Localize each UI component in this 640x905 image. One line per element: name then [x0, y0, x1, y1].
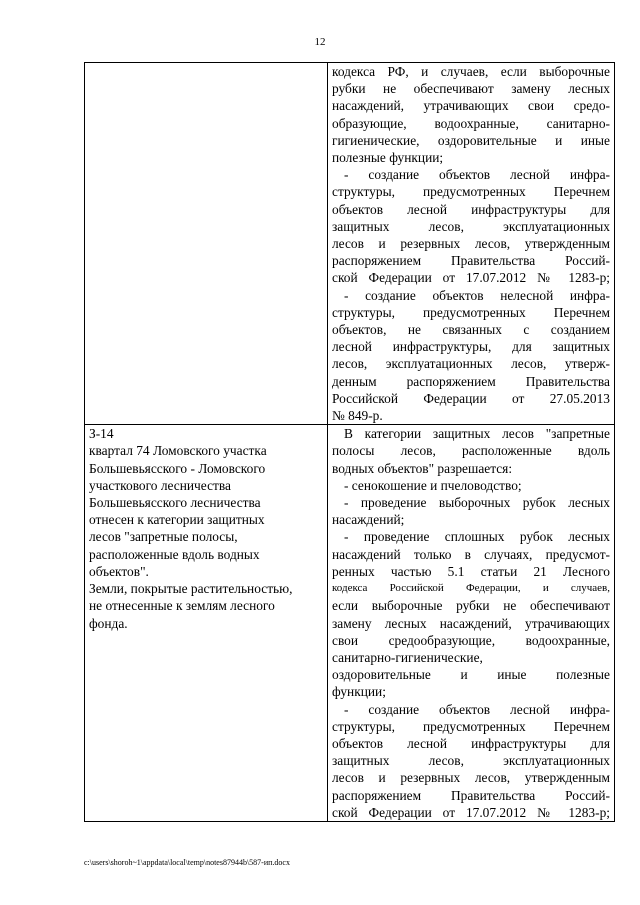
text-line: лесов, эксплуатационных лесов, утверж-: [332, 356, 610, 372]
text-line: Земли, покрытые растительностью,: [89, 581, 293, 597]
text-line: защитных лесов, эксплуатационных: [332, 753, 610, 769]
text-line: замену лесных насаждений, утрачивающих: [332, 615, 610, 631]
page-number: 12: [314, 36, 326, 48]
text-line: если выборочные рубки не обеспечивают: [332, 598, 610, 614]
text-line: структуры, предусмотренных Перечнем: [332, 184, 610, 200]
text-line: защитных лесов, эксплуатационных: [332, 218, 610, 234]
footer-file-path: c:\users\shoroh~1\appdata\local\temp\notes87944b\587-ип.docx: [84, 858, 290, 867]
text-line: гигиенические, оздоровительные и иные: [332, 132, 610, 148]
text-line: З-14: [89, 426, 114, 442]
text-line: свои средообразующие, водоохранные,: [332, 632, 610, 648]
text-line: ренных частью 5.1 статьи 21 Лесного: [332, 563, 610, 579]
table-cell-right: [328, 63, 615, 425]
text-line: - создание объектов лесной инфра-: [344, 167, 610, 183]
text-line: кодекса РФ, и случаев, если выборочные: [332, 64, 610, 79]
text-line: № 849-р.: [332, 408, 383, 424]
text-line: структуры, предусмотренных Перечнем: [332, 718, 610, 734]
text-line: - сенокошение и пчеловодство;: [344, 477, 522, 493]
text-line: структуры, предусмотренных Перечнем: [332, 304, 610, 320]
document-table: [84, 62, 615, 822]
text-line: лесов и резервных лесов, утвержденным: [332, 236, 610, 252]
text-line: водных объектов" разрешается:: [332, 460, 513, 476]
text-line: лесов "запретные полосы,: [89, 529, 238, 545]
text-line: - проведение выборочных рубок лесных: [344, 495, 610, 511]
table-row: [85, 425, 615, 822]
text-line: Большевьясского лесничества: [89, 495, 261, 511]
text-line: ской Федерации от 17.07.2012 № 1283-р;: [332, 804, 610, 820]
text-line: кодекса Российской Федерации, и случаев,: [332, 582, 610, 595]
text-line: не отнесенные к землям лесного: [89, 598, 275, 614]
text-line: насаждений, утрачивающих свои средо-: [332, 98, 610, 114]
text-line: отнесен к категории защитных: [89, 512, 265, 528]
text-line: ской Федерации от 17.07.2012 № 1283-р;: [332, 270, 610, 286]
text-line: фонда.: [89, 615, 128, 631]
text-line: полосы лесов, расположенные вдоль: [332, 443, 610, 459]
text-line: - создание объектов лесной инфра-: [344, 701, 610, 717]
text-line: объектов, не связанных с созданием: [332, 322, 610, 338]
text-line: оздоровительные и иные полезные: [332, 667, 610, 683]
text-line: денным распоряжением Правительства: [332, 373, 610, 389]
text-line: распоряжением Правительства Россий-: [332, 253, 610, 269]
text-line: рубки не обеспечивают замену лесных: [332, 81, 610, 97]
text-line: В категории защитных лесов "запретные: [344, 426, 610, 442]
text-line: лесов и резервных лесов, утвержденным: [332, 770, 610, 786]
text-line: расположенные вдоль водных: [89, 546, 260, 562]
text-line: образующие, водоохранные, санитарно-: [332, 115, 610, 131]
table-cell-left: [85, 425, 328, 822]
text-line: распоряжением Правительства Россий-: [332, 787, 610, 803]
text-line: полезные функции;: [332, 150, 444, 166]
table-row: [85, 63, 615, 425]
text-line: Российской Федерации от 27.05.2013: [332, 390, 610, 406]
table-cell-right: [328, 425, 615, 822]
text-line: Большевьясского - Ломовского: [89, 460, 266, 476]
text-line: участкового лесничества: [89, 477, 231, 493]
text-line: функции;: [332, 684, 386, 700]
text-line: объектов лесной инфраструктуры для: [332, 735, 610, 751]
table-cell-left-empty: [85, 63, 328, 425]
text-line: санитарно-гигиенические,: [332, 649, 483, 665]
text-line: насаждений;: [332, 512, 405, 528]
text-line: - создание объектов нелесной инфра-: [344, 287, 610, 303]
text-line: - проведение сплошных рубок лесных: [344, 529, 610, 545]
text-line: лесной инфраструктуры, для защитных: [332, 339, 610, 355]
text-line: объектов".: [89, 563, 149, 579]
text-line: насаждений только в случаях, предусмот-: [332, 546, 610, 562]
text-line: квартал 74 Ломовского участка: [89, 443, 267, 459]
text-line: объектов лесной инфраструктуры для: [332, 201, 610, 217]
